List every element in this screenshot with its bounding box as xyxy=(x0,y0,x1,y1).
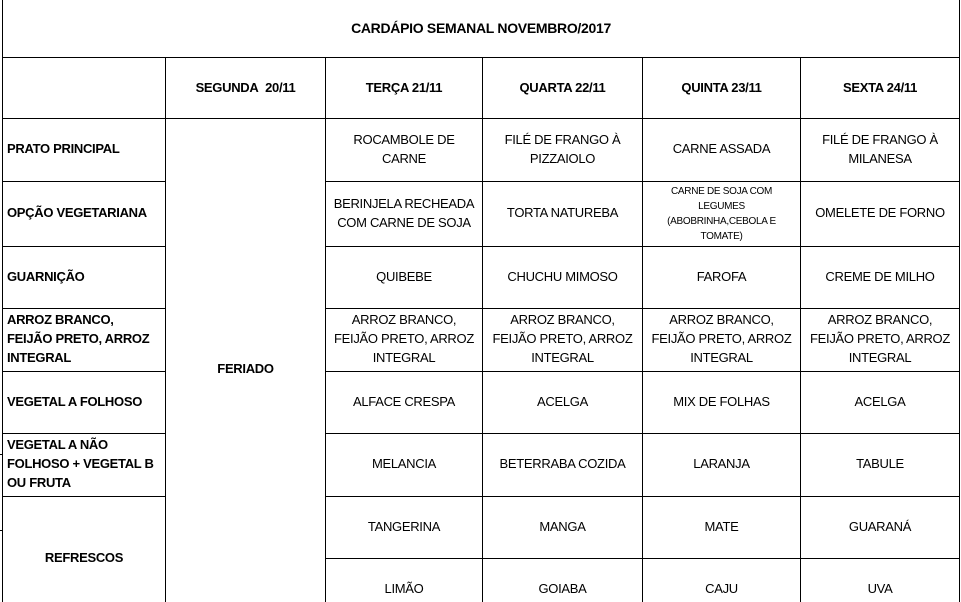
menu-cell: MELANCIA xyxy=(326,434,483,497)
row-label-guarnicao: GUARNIÇÃO xyxy=(3,246,166,309)
left-edge-gridline-mark xyxy=(0,454,3,455)
menu-cell: QUIBEBE xyxy=(326,246,483,309)
col-header-quarta: QUARTA 22/11 xyxy=(483,58,643,119)
row-label-vegetal-nao-folhoso: VEGETAL A NÃO FOLHOSO + VEGETAL B OU FRUTA xyxy=(3,434,166,497)
menu-cell: OMELETE DE FORNO xyxy=(801,181,960,246)
holiday-cell: FERIADO xyxy=(166,119,326,602)
row-label-refrescos: REFRESCOS xyxy=(3,496,166,602)
row-label-vegetal-folhoso: VEGETAL A FOLHOSO xyxy=(3,371,166,434)
menu-cell: TORTA NATUREBA xyxy=(483,181,643,246)
col-header-segunda: SEGUNDA 20/11 xyxy=(166,58,326,119)
menu-table xyxy=(2,0,960,602)
menu-cell: CARNE DE SOJA COM LEGUMES (ABOBRINHA,CEBOLA E TOMATE) xyxy=(643,181,801,246)
menu-cell: MANGA xyxy=(483,496,643,559)
table-title: CARDÁPIO SEMANAL NOVEMBRO/2017 xyxy=(3,0,960,58)
menu-cell: ARROZ BRANCO, FEIJÃO PRETO, ARROZ INTEGRAL xyxy=(801,309,960,372)
menu-cell: LIMÃO xyxy=(326,559,483,602)
menu-cell: CHUCHU MIMOSO xyxy=(483,246,643,309)
menu-cell: ROCAMBOLE DE CARNE xyxy=(326,119,483,182)
menu-cell: FILÉ DE FRANGO À PIZZAIOLO xyxy=(483,119,643,182)
col-header-quinta: QUINTA 23/11 xyxy=(643,58,801,119)
menu-cell: ARROZ BRANCO, FEIJÃO PRETO, ARROZ INTEGRAL xyxy=(483,309,643,372)
left-edge-gridline-mark xyxy=(0,530,3,531)
menu-cell: ACELGA xyxy=(801,371,960,434)
menu-cell: FAROFA xyxy=(643,246,801,309)
menu-cell: ACELGA xyxy=(483,371,643,434)
menu-cell: MIX DE FOLHAS xyxy=(643,371,801,434)
menu-cell: TANGERINA xyxy=(326,496,483,559)
menu-cell: ARROZ BRANCO, FEIJÃO PRETO, ARROZ INTEGRAL xyxy=(643,309,801,372)
menu-cell: CREME DE MILHO xyxy=(801,246,960,309)
corner-cell xyxy=(3,58,166,119)
col-header-sexta: SEXTA 24/11 xyxy=(801,58,960,119)
menu-cell: BETERRABA COZIDA xyxy=(483,434,643,497)
menu-cell: LARANJA xyxy=(643,434,801,497)
menu-cell: FILÉ DE FRANGO À MILANESA xyxy=(801,119,960,182)
menu-cell: TABULE xyxy=(801,434,960,497)
row-label-prato-principal: PRATO PRINCIPAL xyxy=(3,119,166,182)
menu-cell: BERINJELA RECHEADA COM CARNE DE SOJA xyxy=(326,181,483,246)
menu-cell: MATE xyxy=(643,496,801,559)
menu-cell: CARNE ASSADA xyxy=(643,119,801,182)
menu-cell: ARROZ BRANCO, FEIJÃO PRETO, ARROZ INTEGRAL xyxy=(326,309,483,372)
menu-cell: UVA xyxy=(801,559,960,602)
col-header-terca: TERÇA 21/11 xyxy=(326,58,483,119)
menu-cell: CAJU xyxy=(643,559,801,602)
menu-cell: ALFACE CRESPA xyxy=(326,371,483,434)
menu-cell: GOIABA xyxy=(483,559,643,602)
row-label-opcao-vegetariana: OPÇÃO VEGETARIANA xyxy=(3,181,166,246)
menu-cell: GUARANÁ xyxy=(801,496,960,559)
row-label-arroz-feijao: ARROZ BRANCO, FEIJÃO PRETO, ARROZ INTEGRAL xyxy=(3,309,166,372)
